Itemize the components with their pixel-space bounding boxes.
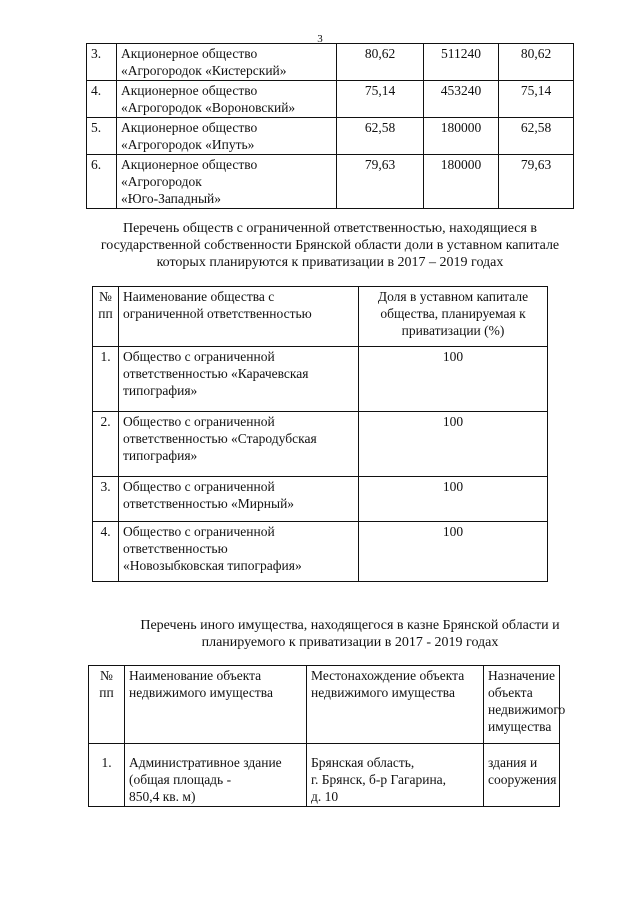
shares-count: 511240 <box>424 44 499 81</box>
table-row <box>89 744 560 807</box>
property-table <box>88 665 566 807</box>
company-name: Акционерное общество «Агрогородок «Кистерский» <box>117 44 337 81</box>
share-percent: 100 <box>359 347 548 412</box>
object-name: Административное здание (общая площадь - 850,4 кв. м) <box>125 744 307 807</box>
table-row <box>87 81 574 118</box>
table-row <box>87 118 574 155</box>
share-value: 75,14 <box>337 81 424 118</box>
company-name: Акционерное общество «Агрогородок «Юго-Западный» <box>117 155 337 209</box>
object-purpose: здания и сооружения <box>484 744 560 807</box>
table-header-row <box>93 287 548 347</box>
share-percent: 100 <box>359 477 548 522</box>
share-value: 80,62 <box>337 44 424 81</box>
table-row <box>87 155 574 209</box>
table-row <box>87 44 574 81</box>
shares-count: 180000 <box>424 155 499 209</box>
header-share: Доля в уставном капитале общества, планируемая к приватизации (%) <box>359 287 548 347</box>
llc-list-heading: Перечень обществ с ограниченной ответственностью, находящиеся в государственной собственности Брянской области доли в уставном капитале которых планируются к приватизации в 2017 – 2019 годах <box>100 221 560 270</box>
header-number: № пп <box>93 287 119 347</box>
share-planned: 80,62 <box>499 44 574 81</box>
row-number: 5. <box>87 118 117 155</box>
table-row <box>93 522 548 582</box>
share-planned: 79,63 <box>499 155 574 209</box>
header-number: № пп <box>89 666 125 744</box>
shares-count: 180000 <box>424 118 499 155</box>
share-planned: 62,58 <box>499 118 574 155</box>
share-planned: 75,14 <box>499 81 574 118</box>
company-name: Общество с ограниченной ответственностью «Стародубская типография» <box>119 412 359 477</box>
property-list-heading: Перечень иного имущества, находящегося в казне Брянской области и планируемого к приватизации в 2017 - 2019 годах <box>140 618 560 650</box>
share-value: 62,58 <box>337 118 424 155</box>
shares-count: 453240 <box>424 81 499 118</box>
joint-stock-table <box>86 43 574 209</box>
share-value: 79,63 <box>337 155 424 209</box>
company-name: Общество с ограниченной ответственностью «Мирный» <box>119 477 359 522</box>
row-number: 3. <box>93 477 119 522</box>
row-number: 4. <box>87 81 117 118</box>
header-object-name: Наименование объекта недвижимого имущества <box>125 666 307 744</box>
row-number: 3. <box>87 44 117 81</box>
row-number: 1. <box>89 744 125 807</box>
table-row <box>93 347 548 412</box>
company-name: Общество с ограниченной ответственностью «Новозыбковская типография» <box>119 522 359 582</box>
share-percent: 100 <box>359 412 548 477</box>
table-row <box>93 412 548 477</box>
company-name: Общество с ограниченной ответственностью «Карачевская типография» <box>119 347 359 412</box>
header-company-name: Наименование общества с ограниченной ответственностью <box>119 287 359 347</box>
row-number: 4. <box>93 522 119 582</box>
share-percent: 100 <box>359 522 548 582</box>
llc-table <box>92 286 548 582</box>
table-header-row <box>89 666 560 744</box>
row-number: 2. <box>93 412 119 477</box>
page-number: 3 <box>317 33 323 45</box>
header-purpose: Назначение объекта недвижимого имущества <box>484 666 560 744</box>
object-location: Брянская область, г. Брянск, б-р Гагарина, д. 10 <box>307 744 484 807</box>
table-row <box>93 477 548 522</box>
row-number: 6. <box>87 155 117 209</box>
company-name: Акционерное общество «Агрогородок «Ипуть» <box>117 118 337 155</box>
row-number: 1. <box>93 347 119 412</box>
header-location: Местонахождение объекта недвижимого имущества <box>307 666 484 744</box>
company-name: Акционерное общество «Агрогородок «Вороновский» <box>117 81 337 118</box>
